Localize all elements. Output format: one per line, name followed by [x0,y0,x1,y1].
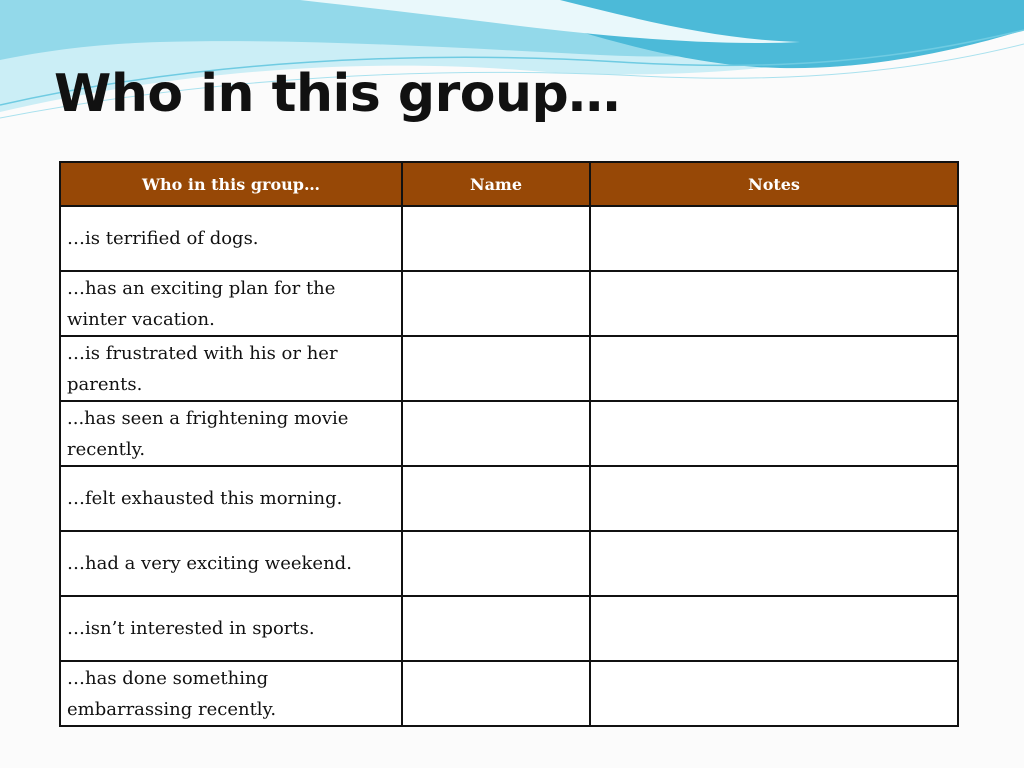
table-row [60,271,958,336]
prompt-cell: …had a very exciting weekend. [60,531,402,596]
prompt-cell: …is terrified of dogs. [60,206,402,271]
page-title: Who in this group… [54,64,620,124]
notes-cell[interactable] [590,596,958,661]
table-row [60,661,958,726]
table-header-row [60,162,958,206]
table-row [60,466,958,531]
name-cell[interactable] [402,401,590,466]
survey-table [59,161,959,727]
name-cell[interactable] [402,466,590,531]
header-who: Who in this group… [60,162,402,206]
prompt-cell: …has an exciting plan for the winter vacation. [60,271,402,336]
name-cell[interactable] [402,531,590,596]
notes-cell[interactable] [590,271,958,336]
table-row [60,596,958,661]
prompt-cell: …felt exhausted this morning. [60,466,402,531]
table-row [60,206,958,271]
prompt-cell: …isn’t interested in sports. [60,596,402,661]
prompt-cell: …has done something embarrassing recently. [60,661,402,726]
notes-cell[interactable] [590,661,958,726]
notes-cell[interactable] [590,466,958,531]
name-cell[interactable] [402,271,590,336]
name-cell[interactable] [402,596,590,661]
table-row [60,401,958,466]
notes-cell[interactable] [590,336,958,401]
header-name: Name [402,162,590,206]
prompt-cell: ...has seen a frightening movie recently. [60,401,402,466]
name-cell[interactable] [402,336,590,401]
name-cell[interactable] [402,206,590,271]
notes-cell[interactable] [590,206,958,271]
notes-cell[interactable] [590,401,958,466]
table-row [60,531,958,596]
table-row [60,336,958,401]
prompt-cell: …is frustrated with his or her parents. [60,336,402,401]
header-notes: Notes [590,162,958,206]
notes-cell[interactable] [590,531,958,596]
name-cell[interactable] [402,661,590,726]
